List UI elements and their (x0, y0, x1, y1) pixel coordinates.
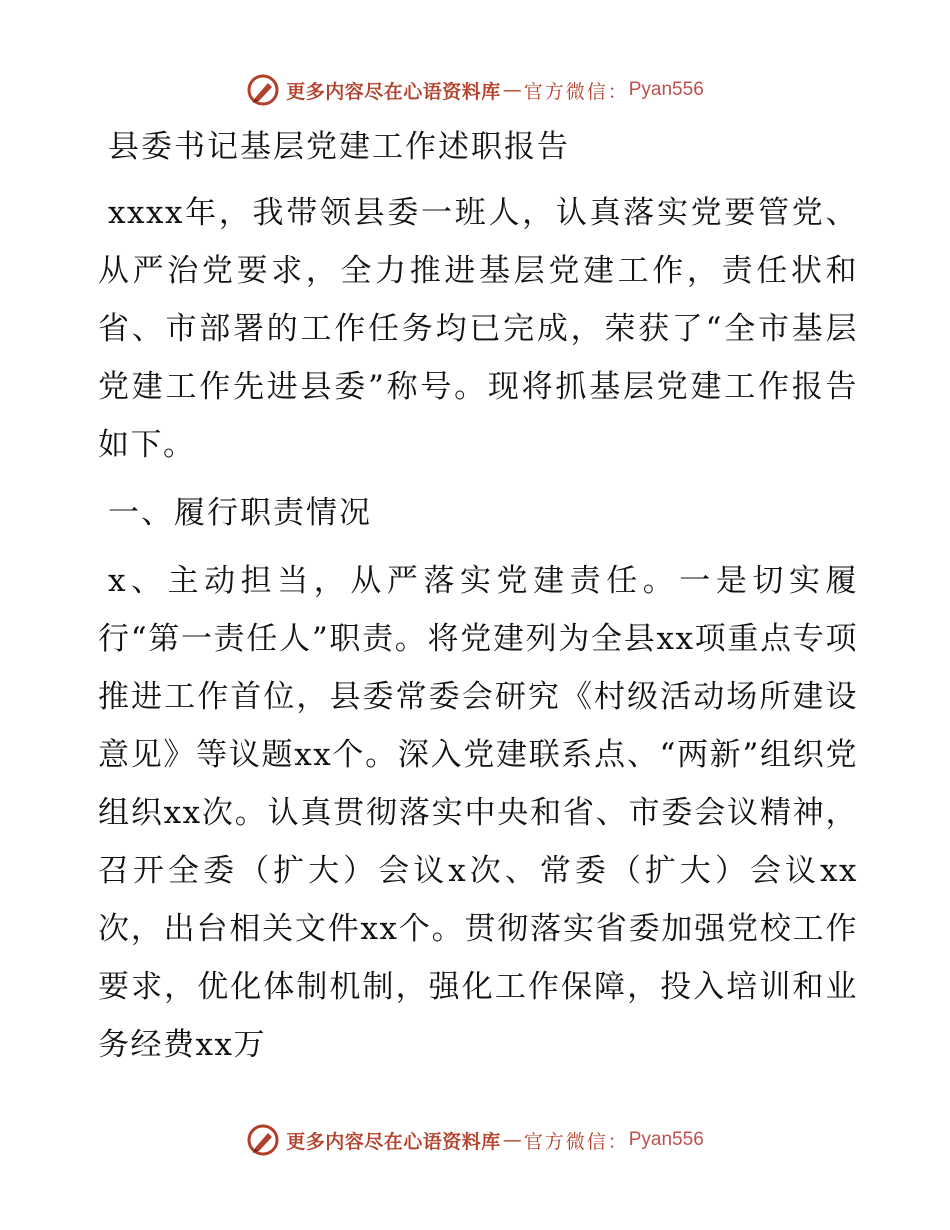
intro-paragraph (98, 184, 858, 474)
watermark-separator: — (502, 1129, 522, 1151)
watermark-wechat-id: Pyan556 (628, 79, 704, 100)
watermark-banner-top (0, 70, 950, 110)
watermark-text: 更多内容尽在心语资料库 (286, 1130, 501, 1153)
pen-logo-icon (246, 73, 280, 107)
section-text: x、主动担当，从严落实党建责任。一是切实履行“第一责任人”职责。将党建列为全县xx项重点专项推进工作首位，县委常委会研究《村级活动场所建设意见》等议题xx个。深入党建联系点、“两新”组织党组织xx次。认真贯彻落实中央和省、市委会议精神，召开全委（扩大）会议x次、常委（扩大）会议xx次，出台相关文件xx个。贯彻落实省委加强党校工作要求，优化体制机制，强化工作保障，投入培训和业务经费xx万 (98, 563, 858, 1063)
watermark-banner-bottom (0, 1120, 950, 1160)
watermark-wechat-label: 官方微信： (523, 1130, 629, 1153)
watermark-separator: — (502, 79, 522, 101)
watermark-wechat-label: 官方微信： (523, 80, 629, 103)
document-title: 县委书记基层党建工作述职报告 (108, 129, 570, 165)
section-paragraph (98, 552, 858, 1074)
watermark-wechat-id: Pyan556 (628, 1129, 704, 1150)
watermark-text: 更多内容尽在心语资料库 (286, 80, 501, 103)
section-heading: 一、履行职责情况 (108, 495, 372, 531)
intro-text: xxxx年，我带领县委一班人，认真落实党要管党、从严治党要求，全力推进基层党建工作，责任状和省、市部署的工作任务均已完成，荣获了“全市基层党建工作先进县委”称号。现将抓基层党建工作报告如下。 (98, 195, 858, 463)
document-body (98, 118, 858, 1078)
pen-logo-icon (246, 1123, 280, 1157)
